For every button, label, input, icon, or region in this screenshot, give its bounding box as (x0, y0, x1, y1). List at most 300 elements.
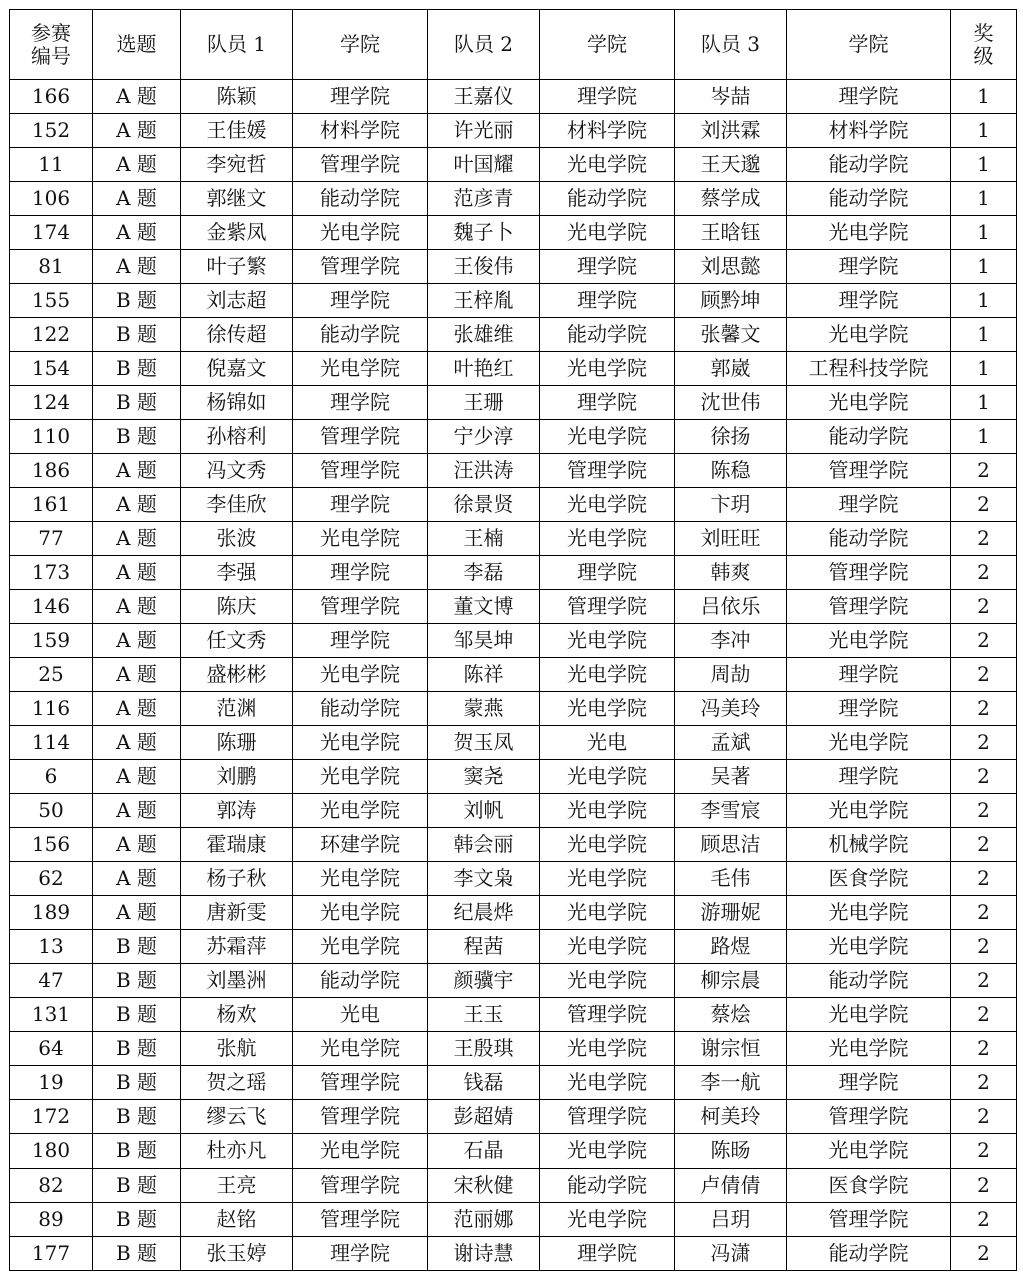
cell-problem: B 题 (93, 1032, 181, 1066)
cell-award-level: 2 (951, 998, 1017, 1032)
cell-award-level: 2 (951, 1134, 1017, 1168)
cell-team-number: 155 (10, 284, 93, 318)
cell-problem: B 题 (93, 1168, 181, 1202)
cell-problem: A 题 (93, 692, 181, 726)
cell-college-1: 理学院 (293, 284, 428, 318)
cell-member-3: 卢倩倩 (675, 1168, 787, 1202)
table-row (10, 148, 1017, 182)
cell-college-1: 理学院 (293, 386, 428, 420)
cell-member-3: 李冲 (675, 624, 787, 658)
cell-award-level: 2 (951, 896, 1017, 930)
cell-college-3: 理学院 (787, 1066, 951, 1100)
cell-member-2: 宁少淳 (428, 420, 540, 454)
cell-member-1: 杜亦凡 (181, 1134, 293, 1168)
cell-problem: A 题 (93, 828, 181, 862)
cell-member-3: 冯潇 (675, 1236, 787, 1270)
cell-college-3: 工程科技学院 (787, 352, 951, 386)
table-row (10, 556, 1017, 590)
cell-college-1: 能动学院 (293, 318, 428, 352)
cell-team-number: 172 (10, 1100, 93, 1134)
cell-college-1: 光电学院 (293, 352, 428, 386)
cell-college-1: 管理学院 (293, 250, 428, 284)
table-row (10, 1236, 1017, 1270)
cell-college-1: 能动学院 (293, 964, 428, 998)
cell-college-1: 管理学院 (293, 454, 428, 488)
header-problem: 选题 (93, 10, 181, 80)
cell-college-3: 管理学院 (787, 556, 951, 590)
cell-college-1: 光电学院 (293, 760, 428, 794)
cell-college-1: 理学院 (293, 556, 428, 590)
cell-member-2: 王梓胤 (428, 284, 540, 318)
cell-member-2: 石晶 (428, 1134, 540, 1168)
cell-member-2: 范丽娜 (428, 1202, 540, 1236)
table-row (10, 760, 1017, 794)
header-member-2: 队员 2 (428, 10, 540, 80)
cell-problem: B 题 (93, 386, 181, 420)
cell-college-1: 管理学院 (293, 1066, 428, 1100)
cell-team-number: 124 (10, 386, 93, 420)
cell-award-level: 2 (951, 1032, 1017, 1066)
cell-award-level: 2 (951, 828, 1017, 862)
cell-member-3: 卞玥 (675, 488, 787, 522)
cell-team-number: 152 (10, 114, 93, 148)
cell-college-2: 管理学院 (540, 998, 675, 1032)
cell-member-3: 徐扬 (675, 420, 787, 454)
cell-college-3: 能动学院 (787, 964, 951, 998)
cell-member-1: 贺之瑶 (181, 1066, 293, 1100)
cell-member-2: 程茜 (428, 930, 540, 964)
cell-team-number: 47 (10, 964, 93, 998)
cell-team-number: 50 (10, 794, 93, 828)
cell-award-level: 2 (951, 1100, 1017, 1134)
table-row (10, 352, 1017, 386)
cell-member-3: 吕玥 (675, 1202, 787, 1236)
cell-college-1: 管理学院 (293, 1168, 428, 1202)
cell-award-level: 2 (951, 488, 1017, 522)
table-row (10, 488, 1017, 522)
table-row (10, 896, 1017, 930)
cell-team-number: 173 (10, 556, 93, 590)
cell-award-level: 2 (951, 1066, 1017, 1100)
cell-member-1: 郭继文 (181, 182, 293, 216)
cell-college-2: 光电学院 (540, 1202, 675, 1236)
cell-member-3: 蔡烩 (675, 998, 787, 1032)
cell-member-2: 韩会丽 (428, 828, 540, 862)
cell-college-1: 光电学院 (293, 794, 428, 828)
cell-member-1: 刘志超 (181, 284, 293, 318)
cell-problem: A 题 (93, 522, 181, 556)
cell-college-2: 光电学院 (540, 896, 675, 930)
cell-member-2: 陈祥 (428, 658, 540, 692)
cell-member-2: 董文博 (428, 590, 540, 624)
cell-college-3: 机械学院 (787, 828, 951, 862)
cell-college-1: 光电学院 (293, 1032, 428, 1066)
cell-member-1: 金紫凤 (181, 216, 293, 250)
cell-member-2: 魏子卜 (428, 216, 540, 250)
cell-college-1: 光电学院 (293, 930, 428, 964)
cell-award-level: 1 (951, 386, 1017, 420)
cell-team-number: 110 (10, 420, 93, 454)
cell-team-number: 186 (10, 454, 93, 488)
cell-college-3: 管理学院 (787, 590, 951, 624)
cell-member-2: 汪洪涛 (428, 454, 540, 488)
cell-member-1: 倪嘉文 (181, 352, 293, 386)
cell-college-3: 管理学院 (787, 454, 951, 488)
cell-member-1: 缪云飞 (181, 1100, 293, 1134)
cell-award-level: 1 (951, 352, 1017, 386)
cell-problem: A 题 (93, 658, 181, 692)
cell-member-3: 游珊妮 (675, 896, 787, 930)
header-row (10, 10, 1017, 80)
cell-college-3: 能动学院 (787, 1236, 951, 1270)
cell-college-1: 理学院 (293, 488, 428, 522)
cell-team-number: 189 (10, 896, 93, 930)
cell-college-2: 能动学院 (540, 182, 675, 216)
cell-member-2: 范彦青 (428, 182, 540, 216)
cell-member-1: 郭涛 (181, 794, 293, 828)
cell-award-level: 2 (951, 658, 1017, 692)
cell-member-3: 韩爽 (675, 556, 787, 590)
cell-college-1: 管理学院 (293, 148, 428, 182)
cell-member-2: 叶国耀 (428, 148, 540, 182)
cell-member-2: 颜骥宇 (428, 964, 540, 998)
table-row (10, 590, 1017, 624)
cell-member-3: 柳宗晨 (675, 964, 787, 998)
cell-college-3: 光电学院 (787, 930, 951, 964)
cell-award-level: 2 (951, 1202, 1017, 1236)
cell-member-1: 杨子秋 (181, 862, 293, 896)
cell-team-number: 154 (10, 352, 93, 386)
cell-member-2: 窦尧 (428, 760, 540, 794)
cell-problem: B 题 (93, 352, 181, 386)
cell-award-level: 1 (951, 80, 1017, 114)
cell-college-2: 光电学院 (540, 794, 675, 828)
cell-member-1: 王佳媛 (181, 114, 293, 148)
cell-member-1: 张波 (181, 522, 293, 556)
header-college-1: 学院 (293, 10, 428, 80)
cell-team-number: 77 (10, 522, 93, 556)
cell-award-level: 2 (951, 964, 1017, 998)
table-row (10, 386, 1017, 420)
cell-member-3: 孟斌 (675, 726, 787, 760)
cell-problem: A 题 (93, 760, 181, 794)
cell-team-number: 156 (10, 828, 93, 862)
cell-college-2: 理学院 (540, 556, 675, 590)
cell-award-level: 2 (951, 794, 1017, 828)
cell-college-3: 理学院 (787, 760, 951, 794)
cell-member-2: 张雄维 (428, 318, 540, 352)
cell-member-1: 陈庆 (181, 590, 293, 624)
cell-college-3: 材料学院 (787, 114, 951, 148)
cell-problem: B 题 (93, 1236, 181, 1270)
award-table (9, 9, 1017, 1271)
cell-member-1: 杨欢 (181, 998, 293, 1032)
cell-college-3: 光电学院 (787, 318, 951, 352)
cell-member-1: 唐新雯 (181, 896, 293, 930)
cell-member-1: 叶子繁 (181, 250, 293, 284)
cell-member-2: 谢诗慧 (428, 1236, 540, 1270)
cell-college-3: 能动学院 (787, 148, 951, 182)
cell-award-level: 2 (951, 522, 1017, 556)
cell-college-2: 光电学院 (540, 930, 675, 964)
cell-college-2: 管理学院 (540, 590, 675, 624)
cell-college-3: 光电学院 (787, 794, 951, 828)
cell-award-level: 1 (951, 420, 1017, 454)
cell-member-1: 刘墨洲 (181, 964, 293, 998)
cell-team-number: 146 (10, 590, 93, 624)
cell-member-2: 王嘉仪 (428, 80, 540, 114)
cell-member-1: 盛彬彬 (181, 658, 293, 692)
cell-college-2: 光电学院 (540, 624, 675, 658)
cell-college-3: 光电学院 (787, 726, 951, 760)
cell-college-3: 管理学院 (787, 1202, 951, 1236)
cell-member-2: 王珊 (428, 386, 540, 420)
table-row (10, 80, 1017, 114)
cell-member-2: 邹昊坤 (428, 624, 540, 658)
table-row (10, 216, 1017, 250)
cell-college-1: 管理学院 (293, 420, 428, 454)
cell-problem: A 题 (93, 216, 181, 250)
table-row (10, 1066, 1017, 1100)
cell-award-level: 2 (951, 1168, 1017, 1202)
cell-problem: A 题 (93, 80, 181, 114)
cell-member-2: 王楠 (428, 522, 540, 556)
cell-team-number: 180 (10, 1134, 93, 1168)
cell-college-3: 理学院 (787, 250, 951, 284)
cell-college-2: 能动学院 (540, 318, 675, 352)
cell-member-3: 顾思洁 (675, 828, 787, 862)
cell-problem: A 题 (93, 896, 181, 930)
cell-award-level: 1 (951, 318, 1017, 352)
cell-college-1: 理学院 (293, 1236, 428, 1270)
cell-member-3: 蔡学成 (675, 182, 787, 216)
cell-member-2: 叶艳红 (428, 352, 540, 386)
cell-college-2: 光电学院 (540, 148, 675, 182)
cell-problem: B 题 (93, 964, 181, 998)
cell-member-3: 吴著 (675, 760, 787, 794)
cell-college-2: 光电学院 (540, 964, 675, 998)
cell-problem: A 题 (93, 726, 181, 760)
cell-college-3: 理学院 (787, 80, 951, 114)
table-row (10, 1202, 1017, 1236)
cell-college-2: 光电学院 (540, 692, 675, 726)
cell-member-1: 苏霜萍 (181, 930, 293, 964)
table-row (10, 998, 1017, 1032)
cell-team-number: 25 (10, 658, 93, 692)
cell-college-3: 光电学院 (787, 998, 951, 1032)
cell-college-3: 光电学院 (787, 1134, 951, 1168)
cell-award-level: 1 (951, 148, 1017, 182)
header-member-1: 队员 1 (181, 10, 293, 80)
cell-member-3: 冯美玲 (675, 692, 787, 726)
cell-college-2: 管理学院 (540, 454, 675, 488)
table-row (10, 828, 1017, 862)
cell-member-2: 刘帆 (428, 794, 540, 828)
cell-problem: B 题 (93, 1134, 181, 1168)
cell-team-number: 116 (10, 692, 93, 726)
table-row (10, 182, 1017, 216)
cell-team-number: 82 (10, 1168, 93, 1202)
cell-college-1: 光电学院 (293, 522, 428, 556)
cell-member-3: 陈稳 (675, 454, 787, 488)
cell-college-2: 光电学院 (540, 488, 675, 522)
cell-member-2: 彭超婧 (428, 1100, 540, 1134)
cell-award-level: 2 (951, 624, 1017, 658)
table-row (10, 1032, 1017, 1066)
cell-award-level: 2 (951, 760, 1017, 794)
cell-college-2: 光电学院 (540, 658, 675, 692)
cell-college-1: 光电学院 (293, 216, 428, 250)
table-row (10, 420, 1017, 454)
cell-team-number: 81 (10, 250, 93, 284)
cell-member-3: 柯美玲 (675, 1100, 787, 1134)
cell-college-2: 光电学院 (540, 1066, 675, 1100)
cell-member-3: 刘洪霖 (675, 114, 787, 148)
table-row (10, 624, 1017, 658)
cell-award-level: 2 (951, 1236, 1017, 1270)
cell-problem: A 题 (93, 114, 181, 148)
cell-member-1: 张玉婷 (181, 1236, 293, 1270)
cell-member-3: 周劼 (675, 658, 787, 692)
cell-college-1: 环建学院 (293, 828, 428, 862)
cell-college-2: 理学院 (540, 386, 675, 420)
cell-problem: B 题 (93, 998, 181, 1032)
table-row (10, 284, 1017, 318)
cell-member-2: 纪晨烨 (428, 896, 540, 930)
cell-member-3: 李雪宸 (675, 794, 787, 828)
table-row (10, 794, 1017, 828)
cell-member-2: 蒙燕 (428, 692, 540, 726)
cell-member-1: 霍瑞康 (181, 828, 293, 862)
cell-college-3: 光电学院 (787, 624, 951, 658)
cell-member-2: 李磊 (428, 556, 540, 590)
cell-member-3: 谢宗恒 (675, 1032, 787, 1066)
cell-college-3: 能动学院 (787, 182, 951, 216)
cell-problem: A 题 (93, 182, 181, 216)
cell-team-number: 13 (10, 930, 93, 964)
cell-college-1: 光电 (293, 998, 428, 1032)
cell-problem: B 题 (93, 318, 181, 352)
cell-member-3: 王天邈 (675, 148, 787, 182)
cell-college-3: 光电学院 (787, 896, 951, 930)
table-row (10, 658, 1017, 692)
cell-college-3: 医食学院 (787, 862, 951, 896)
cell-college-1: 管理学院 (293, 590, 428, 624)
cell-college-1: 管理学院 (293, 1100, 428, 1134)
cell-team-number: 174 (10, 216, 93, 250)
table-row (10, 522, 1017, 556)
cell-college-1: 理学院 (293, 80, 428, 114)
cell-team-number: 166 (10, 80, 93, 114)
cell-college-3: 能动学院 (787, 522, 951, 556)
cell-member-2: 王玉 (428, 998, 540, 1032)
cell-member-1: 孙榕利 (181, 420, 293, 454)
cell-team-number: 106 (10, 182, 93, 216)
cell-problem: A 题 (93, 454, 181, 488)
cell-team-number: 177 (10, 1236, 93, 1270)
cell-award-level: 1 (951, 250, 1017, 284)
cell-team-number: 19 (10, 1066, 93, 1100)
cell-college-2: 光电 (540, 726, 675, 760)
cell-college-3: 光电学院 (787, 386, 951, 420)
cell-problem: A 题 (93, 794, 181, 828)
cell-college-3: 理学院 (787, 692, 951, 726)
cell-member-3: 路煜 (675, 930, 787, 964)
cell-member-2: 钱磊 (428, 1066, 540, 1100)
cell-member-2: 许光丽 (428, 114, 540, 148)
cell-member-2: 李文枭 (428, 862, 540, 896)
cell-college-1: 光电学院 (293, 862, 428, 896)
cell-college-2: 理学院 (540, 250, 675, 284)
cell-college-3: 管理学院 (787, 1100, 951, 1134)
cell-problem: B 题 (93, 1066, 181, 1100)
cell-problem: A 题 (93, 556, 181, 590)
cell-problem: B 题 (93, 1100, 181, 1134)
cell-award-level: 1 (951, 284, 1017, 318)
cell-team-number: 159 (10, 624, 93, 658)
cell-college-1: 能动学院 (293, 182, 428, 216)
cell-member-1: 冯文秀 (181, 454, 293, 488)
cell-team-number: 131 (10, 998, 93, 1032)
cell-college-2: 光电学院 (540, 522, 675, 556)
cell-problem: B 题 (93, 284, 181, 318)
cell-award-level: 2 (951, 862, 1017, 896)
cell-college-3: 理学院 (787, 488, 951, 522)
table-row (10, 692, 1017, 726)
cell-award-level: 2 (951, 930, 1017, 964)
header-college-2: 学院 (540, 10, 675, 80)
cell-member-3: 张馨文 (675, 318, 787, 352)
header-member-3: 队员 3 (675, 10, 787, 80)
cell-member-1: 徐传超 (181, 318, 293, 352)
table-row (10, 1134, 1017, 1168)
cell-award-level: 1 (951, 182, 1017, 216)
cell-college-2: 光电学院 (540, 352, 675, 386)
cell-member-3: 刘旺旺 (675, 522, 787, 556)
table-row (10, 454, 1017, 488)
cell-member-2: 贺玉凤 (428, 726, 540, 760)
cell-member-3: 李一航 (675, 1066, 787, 1100)
cell-college-2: 材料学院 (540, 114, 675, 148)
cell-problem: A 题 (93, 250, 181, 284)
header-college-3: 学院 (787, 10, 951, 80)
cell-problem: A 题 (93, 148, 181, 182)
table-row (10, 862, 1017, 896)
cell-member-1: 张航 (181, 1032, 293, 1066)
cell-college-2: 光电学院 (540, 1032, 675, 1066)
cell-award-level: 2 (951, 590, 1017, 624)
cell-college-2: 能动学院 (540, 1168, 675, 1202)
table-row (10, 726, 1017, 760)
table-row (10, 318, 1017, 352)
cell-member-2: 王俊伟 (428, 250, 540, 284)
cell-college-3: 光电学院 (787, 216, 951, 250)
cell-member-1: 任文秀 (181, 624, 293, 658)
cell-award-level: 2 (951, 726, 1017, 760)
cell-team-number: 11 (10, 148, 93, 182)
cell-college-1: 光电学院 (293, 726, 428, 760)
cell-college-2: 管理学院 (540, 1100, 675, 1134)
cell-team-number: 89 (10, 1202, 93, 1236)
cell-college-1: 材料学院 (293, 114, 428, 148)
cell-team-number: 114 (10, 726, 93, 760)
cell-member-1: 陈颖 (181, 80, 293, 114)
cell-problem: A 题 (93, 488, 181, 522)
table-row (10, 1168, 1017, 1202)
cell-college-1: 光电学院 (293, 658, 428, 692)
table-row (10, 250, 1017, 284)
cell-member-1: 陈珊 (181, 726, 293, 760)
